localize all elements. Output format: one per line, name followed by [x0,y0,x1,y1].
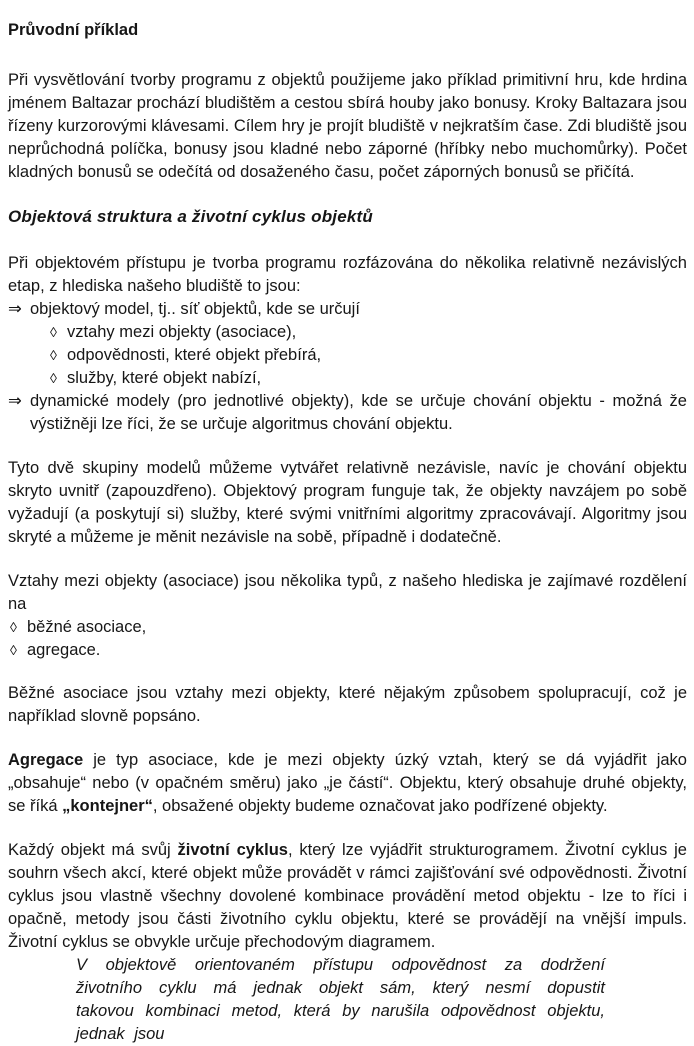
diamond-bullet-icon: ◊ [50,324,57,340]
list-item-services [8,367,687,390]
paragraph-text: Každý objekt má svůj [8,841,178,859]
bold-term-agregace: Agregace [8,751,84,769]
approach-paragraph: Při objektovém přístupu je tvorba programu rozfázována do několika relativně nezávislých etap, z hlediska našeho bludiště to jsou: [8,254,687,295]
page-title: Průvodní příklad [8,21,139,39]
list-item-object-model [8,298,687,321]
list-item-text: služby, které objekt nabízí, [67,369,262,387]
list-item-associations [8,321,687,344]
relations-paragraph: Vztahy mezi objekty (asociace) jsou několika typů, z našeho hlediska je zajímavé rozdělení na [8,572,687,613]
section-heading: Objektová struktura a životní cyklus objektů [8,207,373,226]
indented-italic-quote: V objektově orientovaném přístupu odpovědnost za dodržení životního cyklu má jednak objekt sám, který nesmí dopustit takovou kombinaci metod, která by narušila odpovědnost objektu, jednak jsou [76,956,605,1043]
bold-term-kontejner: „kontejner“ [62,797,153,815]
list-item-text: vztahy mezi objekty (asociace), [67,323,297,341]
list-item-text: běžné asociace, [27,618,147,636]
object-model-sublist [8,321,687,390]
list-item-aggregations [8,639,687,662]
diamond-bullet-icon: ◊ [50,370,57,386]
diamond-bullet-icon: ◊ [50,347,57,363]
list-item-text: objektový model, tj.. síť objektů, kde se určují [30,300,360,318]
bold-term-zivotni-cyklus: životní cyklus [177,841,288,859]
paragraph-text: je typ asociace, kde je mezi objekty úzký vztah, který se dá vyjádřit jako „obsahuje“ nebo (v opačném směru) jako „je částí“. Objektu, který obsahuje druhé objekty, se říká [8,751,687,815]
paragraph-text: , který lze vyjádřit strukturogramem. Životní cyklus je souhrn všech akcí, které objekt může provádět v rámci zajišťování své odpovědnosti. Životní cyklus jsou vlastně všechny dovolené kombinace provádění metod objektu - lze to říci i opačně, metody jsou části životního cyklu objektu, které se provádějí na vnější impuls. Životní cyklus se obvykle určuje přechodovým diagramem. [8,841,687,951]
list-item-text: dynamické modely (pro jednotlivé objekty), kde se určuje chování objektu - možná že výstižněji lze říci, že se určuje algoritmus chování objektu. [30,392,687,433]
list-item-common-associations [8,616,687,639]
arrow-bullet-icon: ⇒ [8,300,22,318]
arrow-bullet-icon: ⇒ [8,392,22,410]
models-paragraph: Tyto dvě skupiny modelů můžeme vytvářet relativně nezávisle, navíc je chování objektu skryto uvnitř (zapouzdřeno). Objektový program funguje tak, že objekty navzájem po sobě vyžadují (a poskytují si) služby, které svými vnitřními algoritmy zpracovávají. Algoritmy jsou skryté a můžeme je měnit nezávisle na sobě, případně i dodatečně. [8,459,687,546]
paragraph-text: , obsažené objekty budeme označovat jako podřízené objekty. [152,797,608,815]
intro-paragraph: Při vysvětlování tvorby programu z objektů použijeme jako příklad primitivní hru, kde hrdina jménem Baltazar prochází bludištěm a cestou sbírá houby jako bonusy. Kroky Baltazara jsou řízeny kurzorovými klávesami. Cílem hry je projít bludiště v nejkratším čase. Zdi bludiště jsou neprůchodná políčka, bonusy jsou kladné nebo záporné (hříbky nebo muchomůrky). Počet kladných bonusů se odečítá od dosaženého času, počet záporných bonusů se přičítá. [8,71,687,181]
list-item-text: odpovědnosti, které objekt přebírá, [67,346,322,364]
diamond-bullet-icon: ◊ [10,619,17,635]
lifecycle-paragraph [8,839,687,954]
list-item-dynamic-models [8,390,687,436]
diamond-bullet-icon: ◊ [10,642,17,658]
aggregation-paragraph [8,749,687,818]
list-item-responsibilities [8,344,687,367]
relation-types-list [8,616,687,662]
common-associations-paragraph: Běžné asociace jsou vztahy mezi objekty, které nějakým způsobem spolupracují, což je například slovně popsáno. [8,684,687,725]
list-item-text: agregace. [27,641,101,659]
